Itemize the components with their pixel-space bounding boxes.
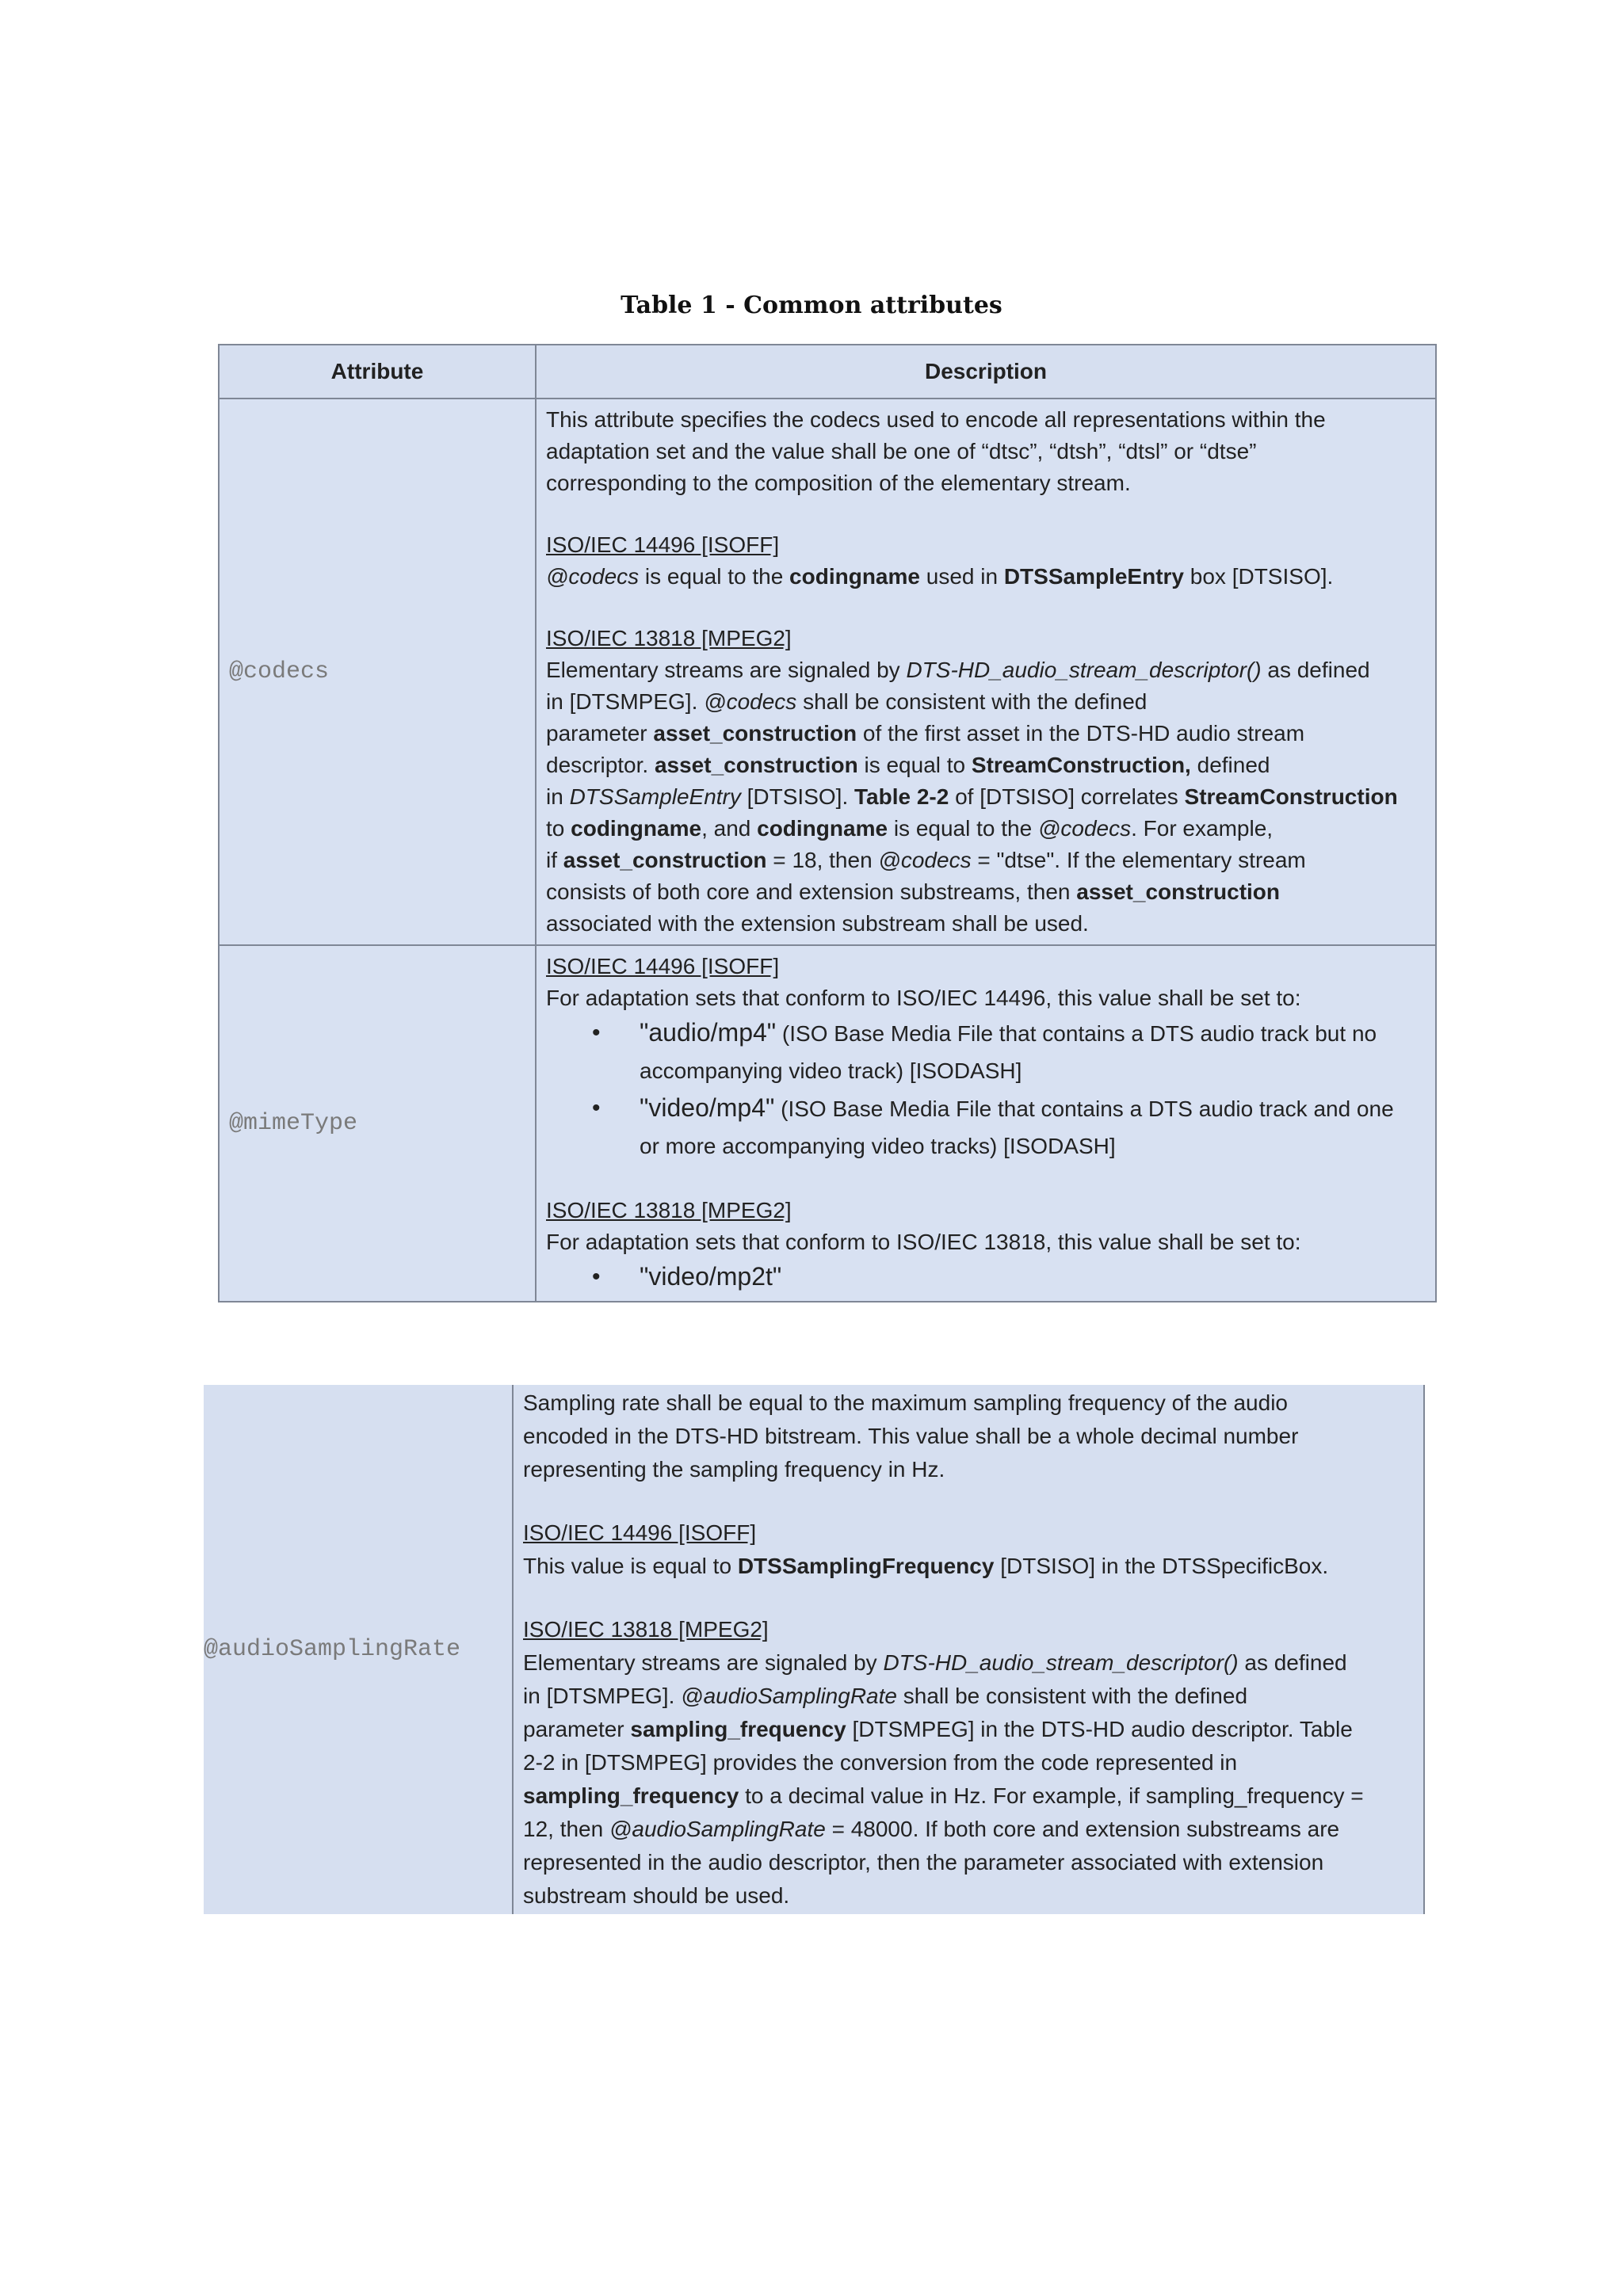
text-line: represented in the audio descriptor, then the parameter associated with extension: [523, 1850, 1324, 1875]
text-line: parameter asset_construction of the first asset in the DTS-HD audio stream: [546, 721, 1305, 746]
text-line: in DTSSampleEntry [DTSISO]. Table 2-2 of [DTSISO] correlates StreamConstruction: [546, 784, 1398, 809]
list-item: • "audio/mp4" (ISO Base Media File that contains a DTS audio track but no accompanying video track) [ISODASH]: [640, 1014, 1426, 1089]
mpeg2-reference: ISO/IEC 13818 [MPEG2]: [523, 1617, 769, 1642]
list-item: • "video/mp2t": [640, 1258, 1426, 1296]
text-line: encoded in the DTS-HD bitstream. This value shall be a whole decimal number: [523, 1424, 1299, 1448]
text-line: 2-2 in [DTSMPEG] provides the conversion from the code represented in: [523, 1750, 1238, 1775]
attribute-cell-audiosamplingrate: @audioSamplingRate: [204, 1385, 513, 1914]
text-line: For adaptation sets that conform to ISO/IEC 14496, this value shall be set to:: [546, 986, 1301, 1010]
text-line: @codecs is equal to the codingname used in DTSSampleEntry box [DTSISO].: [546, 564, 1334, 589]
common-attributes-table: [218, 344, 1437, 1302]
text-line: For adaptation sets that conform to ISO/IEC 13818, this value shall be set to:: [546, 1230, 1301, 1254]
table-header-row: [219, 345, 1436, 399]
text-line: consists of both core and extension substreams, then asset_construction: [546, 879, 1281, 904]
text-line: This attribute specifies the codecs used to encode all representations within the: [546, 407, 1326, 432]
text-line: Elementary streams are signaled by DTS-HD_audio_stream_descriptor() as defined: [523, 1650, 1347, 1675]
text-line: substream should be used.: [523, 1883, 790, 1908]
table-row-codecs: [219, 399, 1436, 945]
text-line: This value is equal to DTSSamplingFrequency [DTSISO] in the DTSSpecificBox.: [523, 1554, 1329, 1578]
mime-list-mpeg2: [546, 1258, 1426, 1296]
text-line: if asset_construction = 18, then @codecs = "dtse". If the elementary stream: [546, 848, 1306, 872]
mpeg2-reference: ISO/IEC 13818 [MPEG2]: [546, 626, 792, 650]
table-caption: Table 1 - Common attributes: [621, 292, 1002, 319]
sampling-rate-table: [204, 1385, 1425, 1914]
attribute-cell-codecs: @codecs: [219, 399, 536, 945]
text-line: in [DTSMPEG]. @audioSamplingRate shall be consistent with the defined: [523, 1684, 1248, 1708]
text-line: parameter sampling_frequency [DTSMPEG] in the DTS-HD audio descriptor. Table: [523, 1717, 1353, 1741]
text-line: corresponding to the composition of the elementary stream.: [546, 471, 1131, 495]
mime-list-isoff: [546, 1014, 1426, 1165]
text-line: sampling_frequency to a decimal value in Hz. For example, if sampling_frequency =: [523, 1783, 1364, 1808]
text-line: descriptor. asset_construction is equal to StreamConstruction, defined: [546, 753, 1270, 777]
description-cell-audiosamplingrate: [513, 1385, 1424, 1914]
text-line: Sampling rate shall be equal to the maximum sampling frequency of the audio: [523, 1390, 1288, 1415]
description-cell-codecs: [536, 399, 1436, 945]
table-row-audiosamplingrate: [204, 1385, 1424, 1914]
table-row-mimetype: [219, 945, 1436, 1302]
attribute-cell-mimetype: @mimeType: [219, 945, 536, 1302]
isoff-reference: ISO/IEC 14496 [ISOFF]: [546, 532, 780, 557]
mpeg2-reference: ISO/IEC 13818 [MPEG2]: [546, 1198, 792, 1222]
description-header: Description: [536, 345, 1436, 399]
attribute-header: Attribute: [219, 345, 536, 399]
isoff-reference: ISO/IEC 14496 [ISOFF]: [523, 1520, 757, 1545]
text-line: 12, then @audioSamplingRate = 48000. If both core and extension substreams are: [523, 1817, 1340, 1841]
text-line: in [DTSMPEG]. @codecs shall be consistent with the defined: [546, 689, 1148, 714]
list-item: • "video/mp4" (ISO Base Media File that contains a DTS audio track and one or more accompanying video tracks) [ISODASH]: [640, 1089, 1426, 1165]
description-cell-mimetype: [536, 945, 1436, 1302]
text-line: representing the sampling frequency in Hz.: [523, 1457, 945, 1482]
isoff-reference: ISO/IEC 14496 [ISOFF]: [546, 954, 780, 978]
text-line: to codingname, and codingname is equal to the @codecs. For example,: [546, 816, 1274, 841]
text-line: associated with the extension substream shall be used.: [546, 911, 1089, 936]
text-line: adaptation set and the value shall be one of “dtsc”, “dtsh”, “dtsl” or “dtse”: [546, 439, 1257, 463]
text-line: Elementary streams are signaled by DTS-HD_audio_stream_descriptor() as defined: [546, 658, 1370, 682]
